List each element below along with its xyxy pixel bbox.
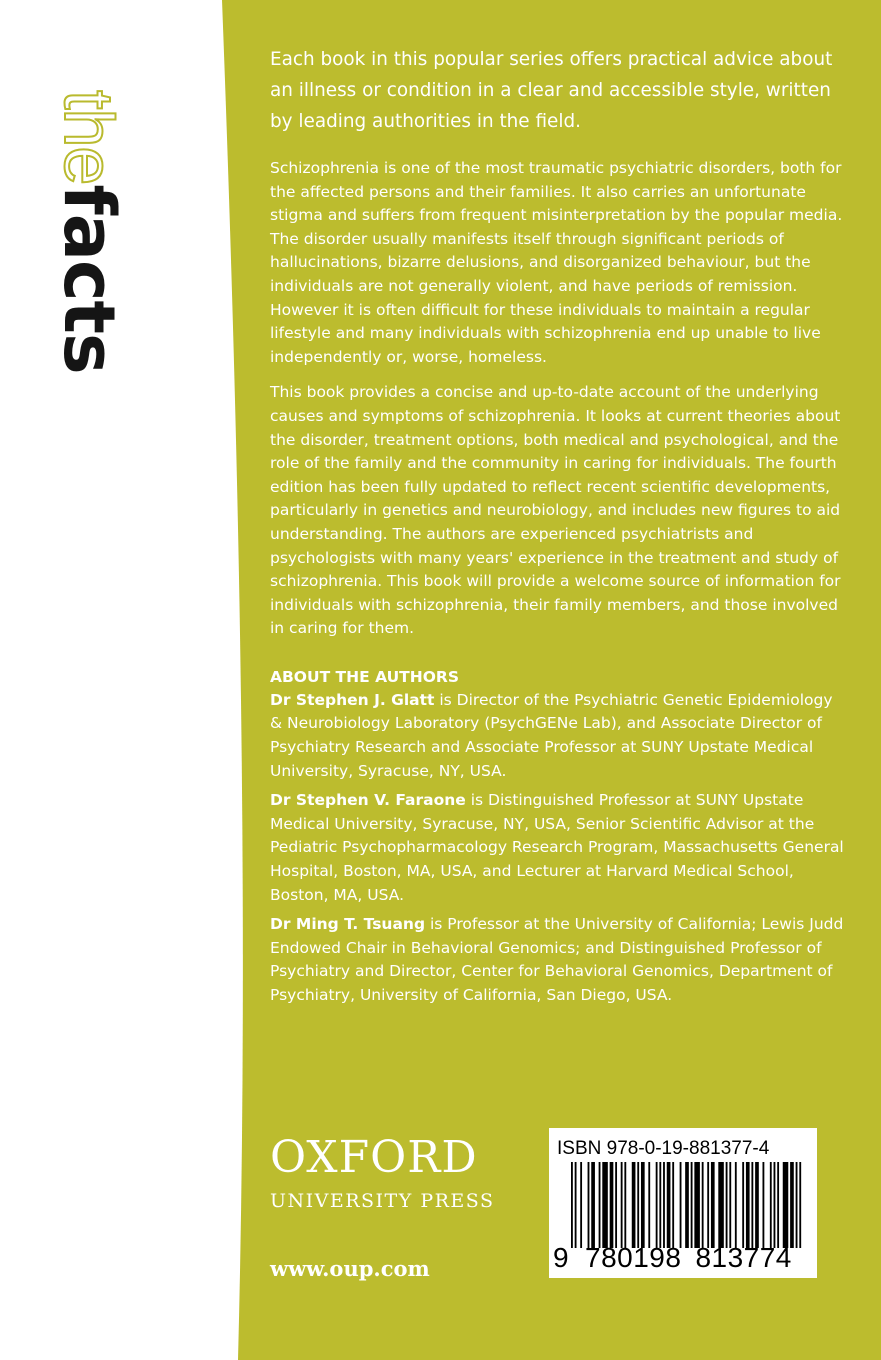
description-paragraph-1: Schizophrenia is one of the most traumatic psychiatric disorders, both for the affected persons and their families. It also carries an unfortunate stigma and suffers from frequent misinterpretation by the popular media. The disorder usually manifests itself through significant periods of hallucinations, bizarre delusions, and disorganized behaviour, but the individuals are not generally violent, and have periods of remission. However it is often difficult for these individuals to maintain a regular lifestyle and many individuals with schizophrenia end up unable to live independently or, worse, homeless. xyxy=(270,159,843,366)
series-logo xyxy=(48,90,130,460)
author-bio-text-3: is Professor at the University of California; Lewis Judd Endowed Chair in Behavioral Genomics; and Distinguished Professor of Psychiatry and Director, Center for Behavioral Genomics, Department of Psychiatry, University of California, San Diego, USA. xyxy=(270,915,844,1004)
author-bio-3 xyxy=(270,913,845,1007)
author-bio-1 xyxy=(270,689,845,783)
cover-text-block xyxy=(270,44,845,1014)
publisher-logo xyxy=(270,1130,494,1214)
isbn-label: ISBN 978-0-19-881377-4 xyxy=(557,1138,770,1159)
author-name-2: Dr Stephen V. Faraone xyxy=(270,791,466,810)
author-name-3: Dr Ming T. Tsuang xyxy=(270,915,426,934)
publisher-website-link[interactable]: www.oup.com xyxy=(270,1256,430,1281)
publisher-subname: UNIVERSITY PRESS xyxy=(270,1190,495,1212)
about-authors-heading: ABOUT THE AUTHORS xyxy=(270,667,459,686)
barcode-bars-icon xyxy=(571,1162,803,1248)
isbn-barcode xyxy=(549,1128,817,1278)
barcode-digit-first: 9 xyxy=(553,1242,570,1273)
author-bio-2 xyxy=(270,789,845,907)
barcode-digits xyxy=(553,1242,792,1274)
barcode-digit-group-1: 780198 xyxy=(585,1242,682,1273)
publisher-name: OXFORD xyxy=(270,1132,478,1183)
series-tagline: Each book in this popular series offers practical advice about an illness or condition in a clear and accessible style, written by leading authorities in the field. xyxy=(270,49,833,132)
series-logo-light-text: the xyxy=(50,90,128,185)
author-name-1: Dr Stephen J. Glatt xyxy=(270,690,435,709)
author-bio-text-2: is Distinguished Professor at SUNY Upstate Medical University, Syracuse, NY, USA, Senior Scientific Advisor at the Pediatric Psychopharmacology Research Program, Massachusetts General Hospital, Boston, MA, USA, and Lecturer at Harvard Medical School, Boston, MA, USA. xyxy=(270,791,844,904)
description-paragraph-2: This book provides a concise and up-to-date account of the underlying causes and symptoms of schizophrenia. It looks at current theories about the disorder, treatment options, both medical and psychological, and the role of the family and the community in caring for individuals. The fourth edition has been fully updated to reflect recent scientific developments, particularly in genetics and neurobiology, and includes new figures to aid understanding. The authors are experienced psychiatrists and psychologists with many years' experience in the treatment and study of schizophrenia. This book will provide a welcome source of information for individuals with schizophrenia, their family members, and those involved in caring for them. xyxy=(270,383,841,638)
barcode-digit-group-2: 813774 xyxy=(695,1242,792,1273)
author-bio-text-1: is Director of the Psychiatric Genetic Epidemiology & Neurobiology Laboratory (PsychGENe Lab), and Associate Director of Psychiatry Research and Associate Professor at SUNY Upstate Medical University, Syracuse, NY, USA. xyxy=(270,690,833,780)
series-logo-bold-text: facts xyxy=(48,184,130,374)
